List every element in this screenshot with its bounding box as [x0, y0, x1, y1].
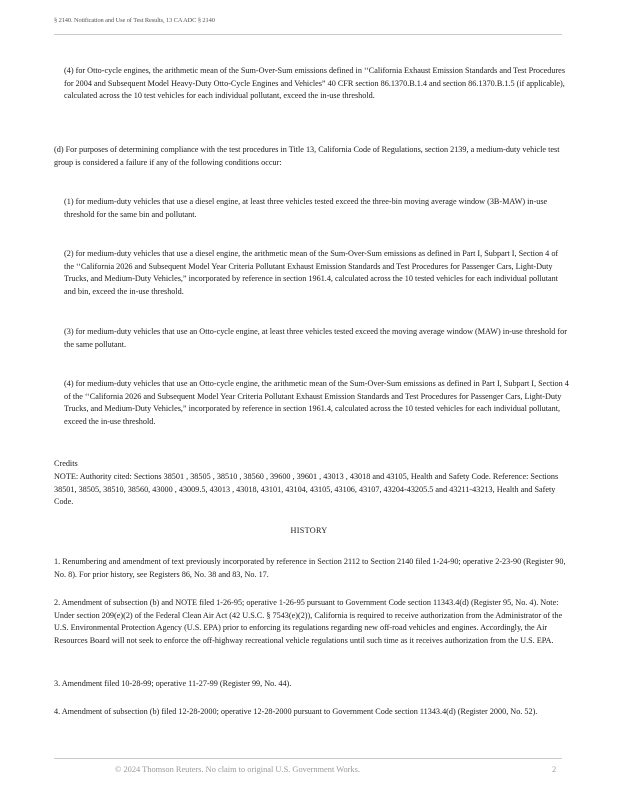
history-item: 2. Amendment of subsection (b) and NOTE filed 1-26-95; operative 1-26-95 pursuant to Government Code section 11343.4(d) (Register 95, No. 4). Note: Under section 209(e)(2) of the Federal Clean Air Act (42 U.S.C. § 7543(e)(2)), California is required to receive authorization from the Administrator of the U.S. Environmental Protection Agency (U.S. EPA) prior to enforcing its regulations regarding new off-road vehicles and engines. Accordingly, the Air Resources Board will not seek to enforce the off-highway recreational vehicle regulations until such time as it receives authorization from the U.S. EPA.: [54, 598, 563, 646]
paragraph-d1: (1) for medium-duty vehicles that use a diesel engine, at least three vehicles tested exceed the three-bin moving average window (3B-MAW) in-use threshold for the same bin and pollutant.: [64, 197, 548, 219]
history-item: 4. Amendment of subsection (b) filed 12-28-2000; operative 12-28-2000 pursuant to Government Code section 11343.4(d) (Register 2000, No. 52).: [54, 707, 538, 716]
history-item: 1. Renumbering and amendment of text previously incorporated by reference in Section 2112 to Section 2140 filed 1-24-90; operative 2-23-90 (Register 90, No. 8). For prior history, see Registers 86, No. 38 and 83, No. 17.: [54, 557, 566, 579]
history-title: HISTORY: [290, 526, 328, 535]
history-item: 3. Amendment filed 10-28-99; operative 11-27-99 (Register 99, No. 44).: [54, 679, 292, 688]
paragraph-d2: (2) for medium-duty vehicles that use a diesel engine, the arithmetic mean of the Sum-Over-Sum emissions as defined in Part I, Subpart I, Section 4 of the ‘‘California 2026 and Subsequent Model Year Criteria Pollutant Exhaust Emission Standards and Test Procedures for Passenger Cars, Light-Duty Trucks, and Medium-Duty Vehicles,” incorporated by reference in section 1961.4, calculated across the 10 tested vehicles for each individual pollutant and bin, exceed the in-use threshold.: [64, 249, 559, 297]
footer-copyright: © 2024 Thomson Reuters. No claim to original U.S. Government Works.: [115, 765, 360, 774]
header-divider: [54, 34, 562, 35]
paragraph-d: (d) For purposes of determining compliance with the test procedures in Title 13, California Code of Regulations, section 2139, a medium-duty vehicle test group is considered a failure if any of the following conditions occur:: [54, 145, 560, 167]
page-number: 2: [552, 765, 557, 774]
footer-divider: [54, 758, 562, 759]
running-header: § 2140. Notification and Use of Test Results, 13 CA ADC § 2140: [54, 17, 215, 24]
paragraph-d3: (3) for medium-duty vehicles that use an Otto-cycle engine, at least three vehicles tested exceed the moving average window (MAW) in-use threshold for the same pollutant.: [64, 327, 567, 349]
credits-note: NOTE: Authority cited: Sections 38501 , 38505 , 38510 , 38560 , 39600 , 39601 , 43013 , 43018 and 43105, Health and Safety Code. Reference: Sections 38501, 38505, 38510, 38560, 43000 , 43009.5, 43013 , 43018, 43101, 43104, 43105, 43106, 43107, 43204-43205.5 and 43211-43213, Health and Safety Code.: [54, 472, 559, 507]
credits-heading: Credits: [54, 459, 78, 468]
paragraph-d4: (4) for medium-duty vehicles that use an Otto-cycle engine, the arithmetic mean of the Sum-Over-Sum emissions as defined in Part I, Subpart I, Section 4 of the ‘‘California 2026 and Subsequent Model Year Criteria Pollutant Exhaust Emission Standards and Test Procedures for Passenger Cars, Light-Duty Trucks, and Medium-Duty Vehicles,” incorporated by reference in section 1961.4, calculated across the 10 tested vehicles for each individual pollutant, exceed the in-use threshold.: [64, 379, 569, 427]
paragraph-c4: (4) for Otto-cycle engines, the arithmetic mean of the Sum-Over-Sum emissions defined in ‘‘California Exhaust Emission Standards and Test Procedures for 2004 and Subsequent Model Heavy-Duty Otto-Cycle Engines and Vehicles” 40 CFR section 86.1370.B.1.4 and section 86.1370.B.1.5 (if applicable), calculated across the 10 test vehicles for each individual pollutant, exceed the in-use threshold.: [64, 66, 566, 101]
